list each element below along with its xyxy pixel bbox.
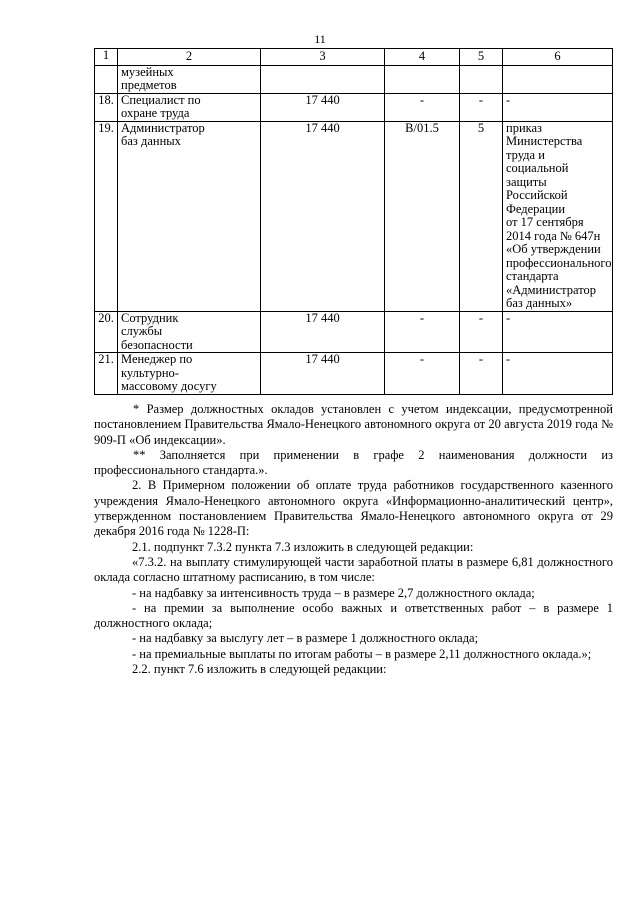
position-name: музейных предметов [118, 65, 261, 93]
row-number: 19. [95, 121, 118, 311]
document-body [94, 402, 613, 677]
standard-reference [503, 65, 613, 93]
qualification-level: - [460, 353, 503, 395]
qualification-level: - [460, 93, 503, 121]
row-number: 20. [95, 311, 118, 353]
salary: 17 440 [261, 93, 385, 121]
standard-reference: - [503, 353, 613, 395]
position-name: Специалист по охране труда [118, 93, 261, 121]
staff-table [94, 48, 613, 395]
paragraph-item-2: 2. В Примерном положении об оплате труда работников государственного казенного учреждения Ямало-Ненецкого автономного округа «Информационно-аналитический центр», утвержденном постановлением Правительства Ямало-Ненецкого автономного округа от 29 декабря 2016 года № 1228-П: [94, 478, 613, 539]
page-number: 11 [314, 32, 326, 46]
bullet-performance-bonus: - на премиальные выплаты по итогам работы – в размере 2,11 должностного оклада.»; [132, 646, 592, 661]
table-row [95, 65, 613, 93]
paragraph-item-2-2: 2.2. пункт 7.6 изложить в следующей редакции: [132, 662, 387, 677]
standard-reference: приказ Министерства труда и социальной защиты Российской Федерации от 17 сентября 2014 года № 647н «Об утверждении профессионального стандарта «Администратор баз данных» [503, 121, 613, 311]
standard-reference: - [503, 93, 613, 121]
bullet-intensity: - на надбавку за интенсивность труда – в размере 2,7 должностного оклада; [132, 585, 535, 600]
function-code: - [385, 353, 460, 395]
header-col-6: 6 [503, 49, 613, 66]
row-number: 18. [95, 93, 118, 121]
standard-reference: - [503, 311, 613, 353]
qualification-level: 5 [460, 121, 503, 311]
paragraph-quote-7-3-2: «7.3.2. на выплату стимулирующей части заработной платы в размере 6,81 должностного оклада согласно штатному расписанию, в том числе: [94, 554, 613, 585]
qualification-level: - [460, 311, 503, 353]
header-col-3: 3 [261, 49, 385, 66]
function-code: - [385, 93, 460, 121]
salary: 17 440 [261, 353, 385, 395]
header-col-2: 2 [118, 49, 261, 66]
table-row [95, 353, 613, 395]
salary: 17 440 [261, 311, 385, 353]
salary [261, 65, 385, 93]
row-number [95, 65, 118, 93]
function-code: В/01.5 [385, 121, 460, 311]
position-name: Администратор баз данных [118, 121, 261, 311]
table-row [95, 311, 613, 353]
table-header-row [95, 49, 613, 66]
position-name: Сотрудник службы безопасности [118, 311, 261, 353]
header-col-5: 5 [460, 49, 503, 66]
table-row [95, 121, 613, 311]
bullet-seniority: - на надбавку за выслугу лет – в размере 1 должностного оклада; [132, 631, 479, 646]
function-code [385, 65, 460, 93]
header-col-1: 1 [95, 49, 118, 66]
header-col-4: 4 [385, 49, 460, 66]
row-number: 21. [95, 353, 118, 395]
bullet-bonus-important-work: - на премии за выполнение особо важных и ответственных работ – в размере 1 должностного оклада; [94, 600, 613, 631]
function-code: - [385, 311, 460, 353]
table-row [95, 93, 613, 121]
footnote-salary-indexation: * Размер должностных окладов установлен с учетом индексации, предусмотренной постановлением Правительства Ямало-Ненецкого автономного округа от 20 августа 2019 года № 909-П «Об индексации». [94, 402, 613, 447]
footnote-professional-standard: ** Заполняется при применении в графе 2 наименования должности из профессионального стандарта.». [94, 447, 613, 478]
salary: 17 440 [261, 121, 385, 311]
position-name: Менеджер по культурно- массовому досугу [118, 353, 261, 395]
paragraph-item-2-1: 2.1. подпункт 7.3.2 пункта 7.3 изложить в следующей редакции: [132, 539, 474, 554]
qualification-level [460, 65, 503, 93]
